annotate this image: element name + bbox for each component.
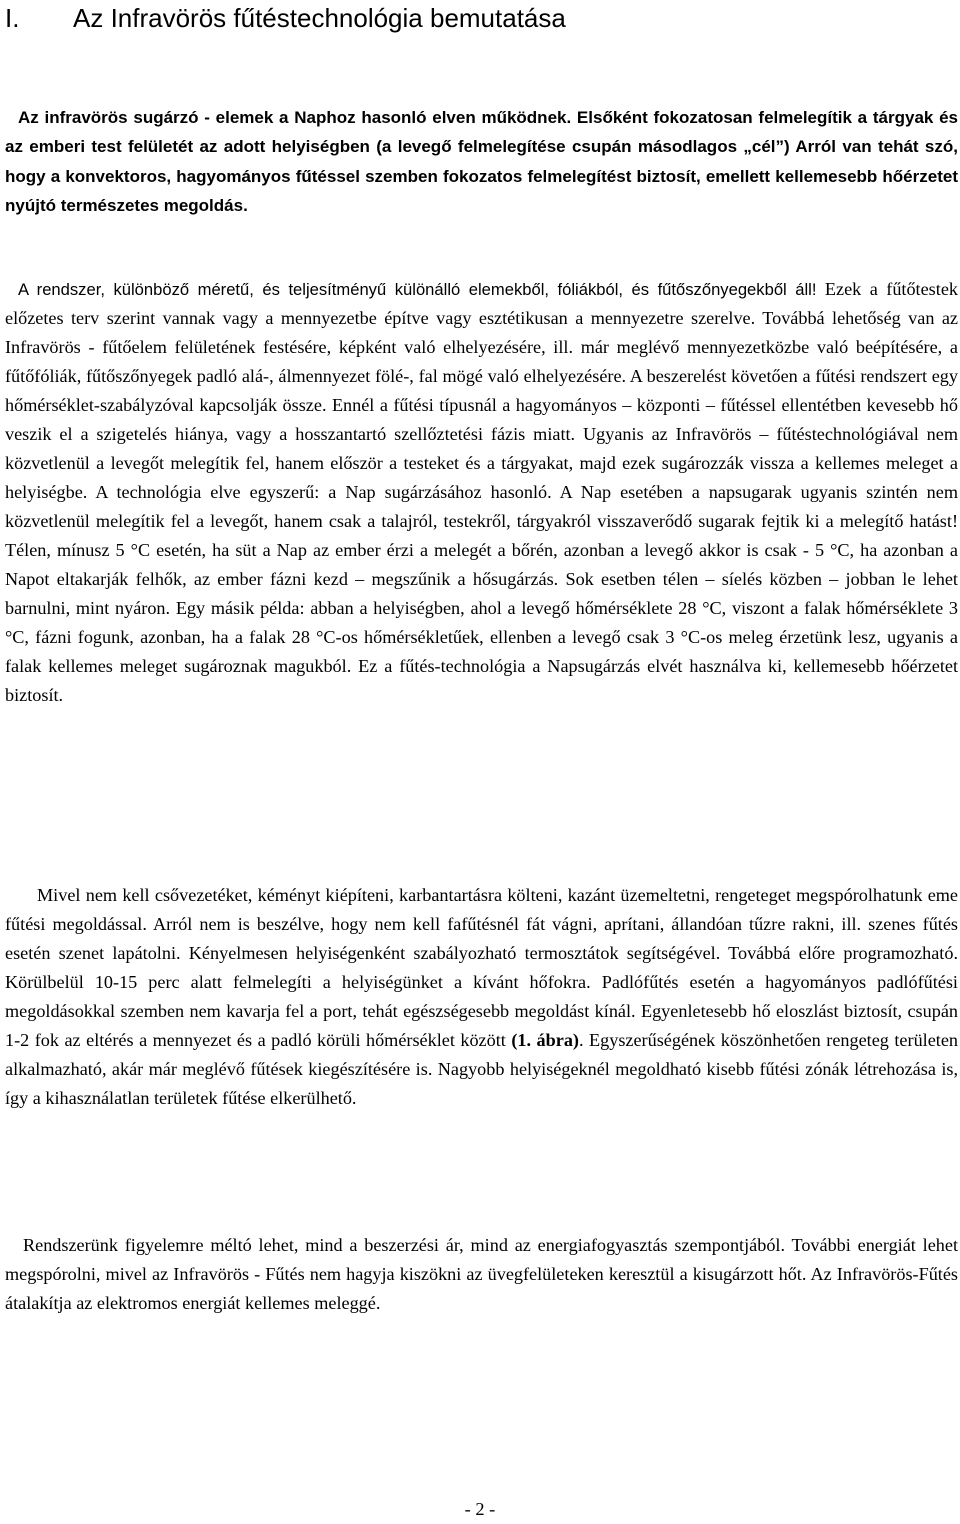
body-paragraph-2-part-a: Mivel nem kell csővezetéket, kéményt kiépíteni, karbantartásra költeni, kazánt üzemeltetni, rengeteget megspórolhatunk eme fűtési megoldással. Arról nem is beszélve, hogy nem kell fafűtésnél fát vágni, aprítani, állandóan tűzre rakni, ill. szenes fűtés esetén szenet lapátolni. Kényelmesen helyiségenként szabályozható termosztátok segítségével. Továbbá előre programozható. Körülbelül 10-15 perc alatt felmelegíti a helyiségünket a kívánt hőfokra. Padlófűtés esetén a hagyományos padlófűtési megoldásokkal szemben nem kavarja fel a port, tehát egészségesebb megoldást kínál. Egyenletesebb hő eloszlást biztosít, csupán 1-2 fok az eltérés a mennyezet és a padló körüli hőmérséklet között [5, 885, 958, 1050]
intro-paragraph: Az infravörös sugárzó - elemek a Naphoz hasonló elven működnek. Elsőként fokozatosan felmelegítik a tárgyak és az emberi test felületét az adott helyiségben (a levegő felmelegítése csupán másodlagos „cél”) Arról van tehát szó, hogy a konvektoros, hagyományos fűtéssel szemben fokozatos felmelegítést biztosít, emellett kellemesebb hőérzetet nyújtó természetes megoldás. [5, 108, 958, 216]
body-paragraph-2-part-b: . Egyszerűségének köszönhetően rengeteg területen alkalmazható, akár már meglévő fűtések kiegészítésére is. Nagyobb helyiségeknél megoldható kisebb fűtési zónák létrehozása is, így a kihasználatlan területek fűtése elkerülhető. [5, 1030, 959, 1108]
section-title: Az Infravörös fűtéstechnológia bemutatása [73, 3, 566, 33]
body-paragraph-1 [5, 275, 958, 710]
page-number: - 2 - [464, 1499, 496, 1519]
body-paragraph-1-serif-part: Ezek a fűtőtestek előzetes terv szerint vannak vagy a mennyezetbe építve vagy esztétikusan a mennyezetre szerelve. Továbbá lehetőség van az Infravörös - fűtőelem felületének festésére, képként való elhelyezésére, ill. már meglévő mennyezetközbe való beépítésére, a fűtőfóliák, fűtőszőnyegek padló alá-, álmennyezet fölé-, fal mögé való elhelyezésére. A beszerelést követően a fűtési rendszert egy hőmérséklet-szabályzóval kapcsolják össze. Ennél a fűtési típusnál a hagyományos – központi – fűtéssel ellentétben kevesebb hő veszik el a szigetelés hiánya, vagy a hosszantartó szellőztetési fázis miatt. Ugyanis az Infravörös – fűtéstechnológiával nem közvetlenül a levegőt melegítik fel, hanem először a testeket és a tárgyakat, majd ezek sugározzák vissza a kellemes meleget a helyiségbe. A technológia elve egyszerű: a Nap sugárzásához hasonló. A Nap esetében a napsugarak ugyanis szintén nem közvetlenül melegítik fel a levegőt, hanem csak a talajról, testekről, tárgyakról visszaverődő sugarak fejtik ki a melegítő hatást! Télen, mínusz 5 °C esetén, ha süt a Nap az ember érzi a melegét a bőrén, azonban a levegő akkor is csak - 5 °C, ha azonban a Napot eltakarják felhők, az ember fázni kezd – megszűnik a hősugárzás. Sok esetben télen – síelés közben – jobban le lehet barnulni, mint nyáron. Egy másik példa: abban a helyiségben, ahol a levegő hőmérséklete 28 °C, viszont a falak hőmérséklete 3 °C, fázni fogunk, azonban, ha a falak 28 °C-os hőmérsékletűek, ellenben a levegő csak 3 °C-os meleg érzetünk lesz, ugyanis a falak kellemes meleget sugároznak magukból. Ez a fűtés-technológia a Napsugárzás elvét használva ki, kellemesebb hőérzetet biztosít. [5, 279, 958, 705]
section-number: I. [5, 3, 20, 33]
body-paragraph-2 [5, 881, 958, 1113]
section-heading [5, 2, 958, 34]
figure-reference: (1. ábra) [511, 1030, 579, 1050]
body-paragraph-3: Rendszerünk figyelemre méltó lehet, mind a beszerzési ár, mind az energiafogyasztás szempontjából. További energiát lehet megspórolni, mivel az Infravörös - Fűtés nem hagyja kiszökni az üvegfelületeken keresztül a kisugárzott hőt. Az Infravörös-Fűtés átalakítja az elektromos energiát kellemes meleggé. [5, 1235, 958, 1313]
body-paragraph-1-sans-part: A rendszer, különböző méretű, és teljesítményű különálló elemekből, fóliákból, és fűtőszőnyegekből áll! [18, 280, 817, 299]
